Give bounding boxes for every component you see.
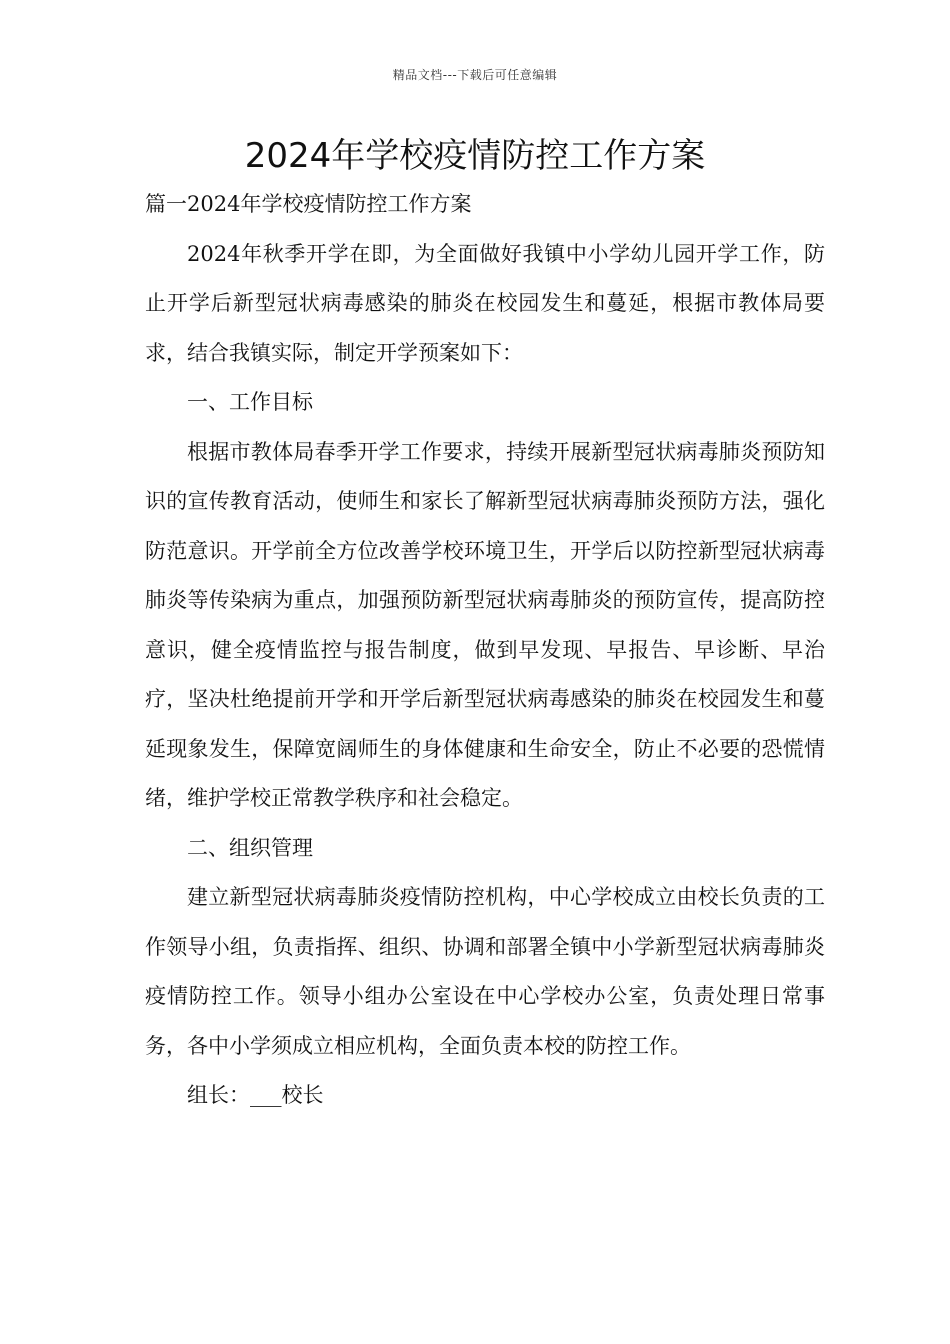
section-heading: 篇一2024年学校疫情防控工作方案 [145, 192, 472, 216]
document-title: 2024年学校疫情防控工作方案 [244, 136, 706, 176]
paragraph-work-goals: 根据市教体局春季开学工作要求，持续开展新型冠状病毒肺炎预防知识的宣传教育活动，使师生和家长了解新型冠状病毒肺炎预防方法，强化防范意识。开学前全方位改善学校环境卫生，开学后以防控新型冠状病毒肺炎等传染病为重点，加强预防新型冠状病毒肺炎的预防宣传，提高防控意识，健全疫情监控与报告制度，做到早发现、早报告、早诊断、早治疗，坚决杜绝提前开学和开学后新型冠状病毒感染的肺炎在校园发生和蔓延现象发生，保障宽阔师生的身体健康和生命安全，防止不必要的恐慌情绪，维护学校正常教学秩序和社会稳定。 [145, 439, 825, 810]
document-body [145, 180, 825, 1121]
paragraph-group-leader: 组长：___校长 [187, 1083, 324, 1107]
paragraph-intro: 2024年秋季开学在即，为全面做好我镇中小学幼儿园开学工作，防止开学后新型冠状病毒感染的肺炎在校园发生和蔓延，根据市教体局要求，结合我镇实际，制定开学预案如下： [145, 241, 825, 365]
paragraph-organization: 建立新型冠状病毒肺炎疫情防控机构，中心学校成立由校长负责的工作领导小组，负责指挥、组织、协调和部署全镇中小学新型冠状病毒肺炎疫情防控工作。领导小组办公室设在中心学校办公室，负责处理日常事务，各中小学须成立相应机构，全面负责本校的防控工作。 [145, 885, 825, 1058]
heading-organization: 二、组织管理 [187, 835, 313, 860]
heading-work-goals: 一、工作目标 [187, 390, 313, 414]
page-header: 精品文档---下载后可任意编辑 [392, 68, 558, 82]
